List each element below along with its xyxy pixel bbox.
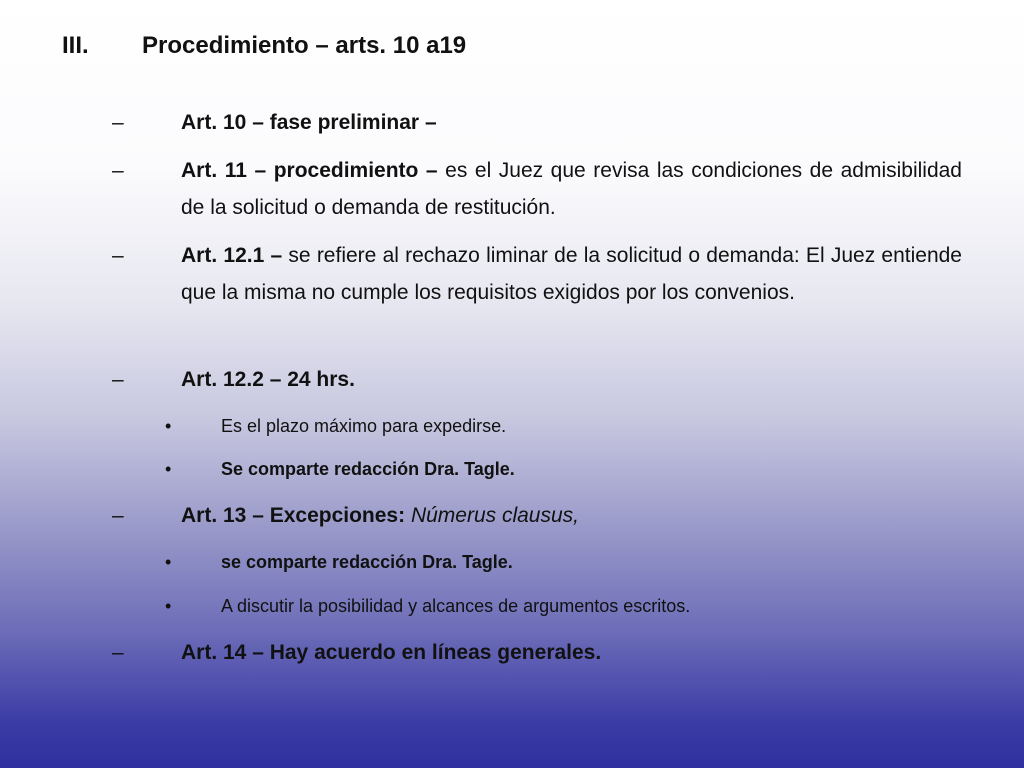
bullet-marker: • bbox=[165, 552, 172, 572]
item-description: es el Juez que revisa las condiciones de admisibilidad de la solicitud o demanda de restitución. bbox=[181, 159, 962, 219]
bullet-marker: • bbox=[165, 416, 172, 436]
dash-marker: – bbox=[112, 111, 124, 134]
dash-marker: – bbox=[112, 368, 124, 391]
heading-title: Procedimiento – arts. 10 a19 bbox=[142, 32, 467, 59]
dash-marker: – bbox=[112, 504, 124, 527]
sub-item-text: Se comparte redacción Dra. Tagle. bbox=[221, 459, 515, 479]
item-bold-label: Art. 12.1 – bbox=[181, 244, 289, 267]
sub-item-text: Es el plazo máximo para expedirse. bbox=[221, 416, 507, 436]
item-text bbox=[181, 361, 962, 398]
item-italic-text: Númerus clausus, bbox=[410, 504, 579, 527]
item-bold-label: Art. 13 – Excepciones: bbox=[181, 504, 411, 527]
item-bold-label: Art. 12.2 – 24 hrs. bbox=[181, 368, 355, 391]
heading-number: III. bbox=[62, 32, 89, 59]
dash-marker: – bbox=[112, 641, 124, 664]
item-text bbox=[181, 152, 962, 226]
sub-item-text: se comparte redacción Dra. Tagle. bbox=[221, 552, 513, 572]
item-text bbox=[181, 634, 962, 671]
item-bold-label: Art. 14 – Hay acuerdo en líneas generales. bbox=[181, 641, 602, 664]
dash-marker: – bbox=[112, 244, 124, 267]
sub-item-text: A discutir la posibilidad y alcances de argumentos escritos. bbox=[221, 596, 691, 616]
item-description: se refiere al rechazo liminar de la solicitud o demanda: El Juez entiende que la misma no cumple los requisitos exigidos por los convenios. bbox=[181, 244, 962, 304]
dash-marker: – bbox=[112, 159, 124, 182]
item-bold-label: Art. 10 – fase preliminar – bbox=[181, 111, 437, 134]
item-text bbox=[181, 497, 962, 534]
item-text bbox=[181, 104, 962, 141]
bullet-marker: • bbox=[165, 459, 172, 479]
item-bold-label: Art. 11 – procedimiento – bbox=[181, 159, 446, 182]
bullet-marker: • bbox=[165, 596, 172, 616]
item-text bbox=[181, 237, 962, 311]
